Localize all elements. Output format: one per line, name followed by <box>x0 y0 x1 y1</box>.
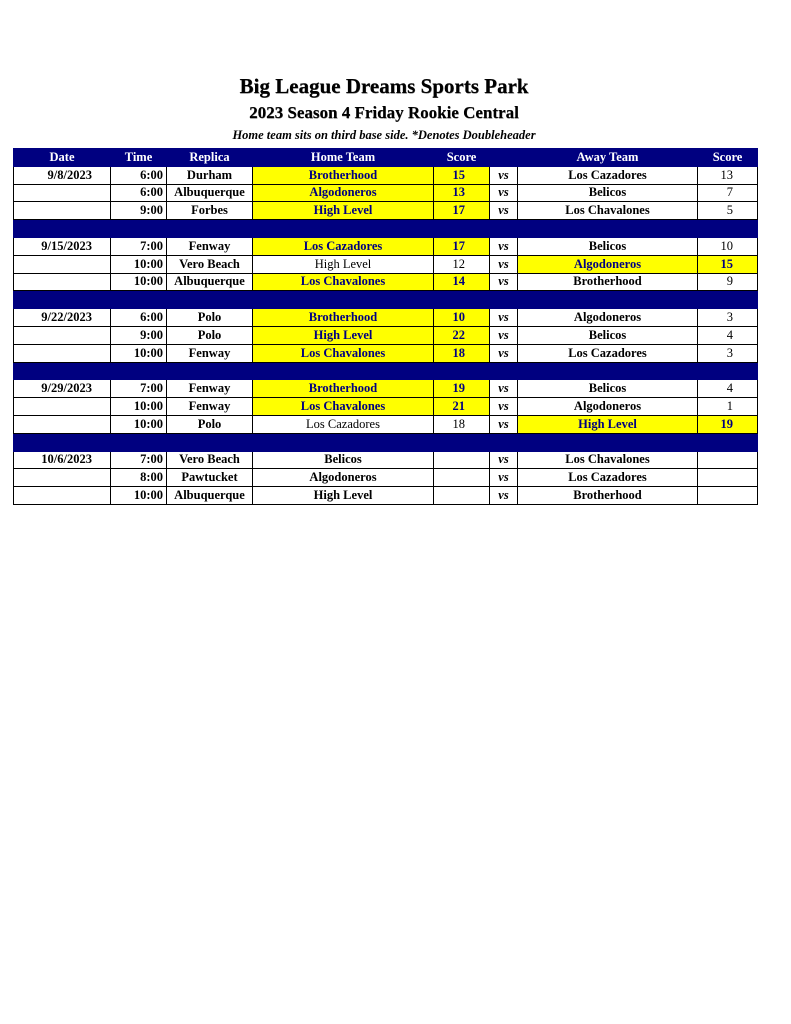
game-date: 9/22/2023 <box>14 309 111 327</box>
game-replica: Durham <box>167 166 253 184</box>
separator-cell <box>518 220 698 238</box>
home-score: 17 <box>434 202 490 220</box>
separator-cell <box>167 433 253 451</box>
vs-label: vs <box>490 451 518 469</box>
away-score <box>698 469 758 487</box>
vs-label: vs <box>490 469 518 487</box>
vs-label: vs <box>490 326 518 344</box>
game-date <box>14 344 111 362</box>
game-replica: Albuquerque <box>167 487 253 505</box>
game-replica: Polo <box>167 309 253 327</box>
vs-label: vs <box>490 398 518 416</box>
table-row <box>14 326 758 344</box>
table-row <box>14 202 758 220</box>
game-replica: Fenway <box>167 237 253 255</box>
vs-label: vs <box>490 415 518 433</box>
table-row <box>14 487 758 505</box>
vs-label: vs <box>490 255 518 273</box>
week-separator <box>14 220 758 238</box>
away-team: Los Cazadores <box>518 344 698 362</box>
separator-cell <box>434 433 490 451</box>
home-team: Los Chavalones <box>253 398 434 416</box>
game-date: 10/6/2023 <box>14 451 111 469</box>
home-score: 13 <box>434 184 490 202</box>
away-team: Los Chavalones <box>518 202 698 220</box>
away-score: 7 <box>698 184 758 202</box>
away-team: Los Chavalones <box>518 451 698 469</box>
home-team: Algodoneros <box>253 184 434 202</box>
game-replica: Fenway <box>167 380 253 398</box>
away-score: 10 <box>698 237 758 255</box>
separator-cell <box>14 220 111 238</box>
game-date <box>14 415 111 433</box>
away-score: 5 <box>698 202 758 220</box>
home-score: 18 <box>434 344 490 362</box>
game-date <box>14 184 111 202</box>
separator-cell <box>698 433 758 451</box>
vs-label: vs <box>490 184 518 202</box>
separator-cell <box>253 220 434 238</box>
game-time: 7:00 <box>111 237 167 255</box>
separator-cell <box>490 220 518 238</box>
game-time: 9:00 <box>111 326 167 344</box>
game-replica: Albuquerque <box>167 184 253 202</box>
separator-cell <box>518 291 698 309</box>
table-row <box>14 415 758 433</box>
away-score: 4 <box>698 326 758 344</box>
game-date <box>14 255 111 273</box>
game-date: 9/8/2023 <box>14 166 111 184</box>
separator-cell <box>518 433 698 451</box>
home-team: Brotherhood <box>253 166 434 184</box>
game-date: 9/29/2023 <box>14 380 111 398</box>
away-team: Brotherhood <box>518 487 698 505</box>
separator-cell <box>490 433 518 451</box>
game-date: 9/15/2023 <box>14 237 111 255</box>
table-row <box>14 398 758 416</box>
game-replica: Albuquerque <box>167 273 253 291</box>
separator-cell <box>434 291 490 309</box>
separator-cell <box>253 433 434 451</box>
game-time: 6:00 <box>111 309 167 327</box>
game-time: 10:00 <box>111 273 167 291</box>
separator-cell <box>434 362 490 380</box>
separator-cell <box>253 362 434 380</box>
schedule-body <box>14 166 758 504</box>
game-time: 10:00 <box>111 398 167 416</box>
col-home-score-header: Score <box>434 149 490 167</box>
away-team: Belicos <box>518 380 698 398</box>
col-vs-header <box>490 149 518 167</box>
table-row <box>14 184 758 202</box>
separator-cell <box>111 362 167 380</box>
table-row <box>14 380 758 398</box>
separator-cell <box>167 220 253 238</box>
game-replica: Fenway <box>167 344 253 362</box>
away-score: 3 <box>698 344 758 362</box>
table-row <box>14 309 758 327</box>
home-team: High Level <box>253 487 434 505</box>
away-score: 15 <box>698 255 758 273</box>
game-time: 7:00 <box>111 451 167 469</box>
home-score: 12 <box>434 255 490 273</box>
week-separator <box>14 291 758 309</box>
col-date-header: Date <box>14 149 111 167</box>
home-score: 19 <box>434 380 490 398</box>
vs-label: vs <box>490 309 518 327</box>
separator-cell <box>698 220 758 238</box>
week-separator <box>14 362 758 380</box>
vs-label: vs <box>490 237 518 255</box>
separator-cell <box>518 362 698 380</box>
game-replica: Vero Beach <box>167 451 253 469</box>
home-score: 22 <box>434 326 490 344</box>
away-team: Algodoneros <box>518 255 698 273</box>
separator-cell <box>111 291 167 309</box>
away-team: Belicos <box>518 237 698 255</box>
away-score: 19 <box>698 415 758 433</box>
home-team: Los Cazadores <box>253 415 434 433</box>
separator-cell <box>14 362 111 380</box>
home-score: 15 <box>434 166 490 184</box>
game-date <box>14 398 111 416</box>
home-team: Brotherhood <box>253 380 434 398</box>
separator-cell <box>167 291 253 309</box>
away-team: Brotherhood <box>518 273 698 291</box>
game-time: 10:00 <box>111 415 167 433</box>
away-team: Algodoneros <box>518 309 698 327</box>
away-team: Los Cazadores <box>518 166 698 184</box>
game-date <box>14 273 111 291</box>
home-team: High Level <box>253 255 434 273</box>
vs-label: vs <box>490 487 518 505</box>
home-score <box>434 487 490 505</box>
home-team: Los Chavalones <box>253 344 434 362</box>
away-team: Los Cazadores <box>518 469 698 487</box>
col-away-team-header: Away Team <box>518 149 698 167</box>
table-row <box>14 451 758 469</box>
home-team: High Level <box>253 202 434 220</box>
game-replica: Fenway <box>167 398 253 416</box>
game-replica: Vero Beach <box>167 255 253 273</box>
table-row <box>14 273 758 291</box>
home-score: 17 <box>434 237 490 255</box>
game-replica: Pawtucket <box>167 469 253 487</box>
away-team: Algodoneros <box>518 398 698 416</box>
separator-cell <box>698 291 758 309</box>
home-team: Brotherhood <box>253 309 434 327</box>
home-team: Los Cazadores <box>253 237 434 255</box>
away-team: Belicos <box>518 326 698 344</box>
away-score: 4 <box>698 380 758 398</box>
game-date <box>14 487 111 505</box>
game-date <box>14 202 111 220</box>
page-title: Big League Dreams Sports Park <box>239 74 529 98</box>
separator-cell <box>490 291 518 309</box>
game-time: 10:00 <box>111 344 167 362</box>
game-time: 10:00 <box>111 487 167 505</box>
game-replica: Polo <box>167 326 253 344</box>
game-time: 6:00 <box>111 166 167 184</box>
away-score <box>698 487 758 505</box>
game-time: 9:00 <box>111 202 167 220</box>
home-team: Belicos <box>253 451 434 469</box>
vs-label: vs <box>490 202 518 220</box>
game-replica: Forbes <box>167 202 253 220</box>
page-subtitle: 2023 Season 4 Friday Rookie Central <box>249 103 519 122</box>
home-score: 21 <box>434 398 490 416</box>
separator-cell <box>111 220 167 238</box>
separator-cell <box>14 433 111 451</box>
separator-cell <box>434 220 490 238</box>
separator-cell <box>490 362 518 380</box>
separator-cell <box>698 362 758 380</box>
away-team: High Level <box>518 415 698 433</box>
home-score: 18 <box>434 415 490 433</box>
game-time: 7:00 <box>111 380 167 398</box>
vs-label: vs <box>490 380 518 398</box>
schedule-note: Home team sits on third base side. *Denotes Doubleheader <box>232 128 536 142</box>
game-date <box>14 469 111 487</box>
vs-label: vs <box>490 166 518 184</box>
game-time: 8:00 <box>111 469 167 487</box>
separator-cell <box>14 291 111 309</box>
col-time-header: Time <box>111 149 167 167</box>
vs-label: vs <box>490 273 518 291</box>
home-team: Algodoneros <box>253 469 434 487</box>
home-team: Los Chavalones <box>253 273 434 291</box>
table-header-row <box>14 149 758 167</box>
game-time: 6:00 <box>111 184 167 202</box>
home-team: High Level <box>253 326 434 344</box>
schedule-table <box>13 148 758 505</box>
col-replica-header: Replica <box>167 149 253 167</box>
separator-cell <box>111 433 167 451</box>
vs-label: vs <box>490 344 518 362</box>
away-score: 1 <box>698 398 758 416</box>
col-away-score-header: Score <box>698 149 758 167</box>
table-row <box>14 237 758 255</box>
week-separator <box>14 433 758 451</box>
table-row <box>14 344 758 362</box>
away-score: 9 <box>698 273 758 291</box>
table-row <box>14 469 758 487</box>
col-home-team-header: Home Team <box>253 149 434 167</box>
away-score: 3 <box>698 309 758 327</box>
away-team: Belicos <box>518 184 698 202</box>
away-score <box>698 451 758 469</box>
separator-cell <box>253 291 434 309</box>
game-time: 10:00 <box>111 255 167 273</box>
game-date <box>14 326 111 344</box>
home-score: 10 <box>434 309 490 327</box>
game-replica: Polo <box>167 415 253 433</box>
table-row <box>14 255 758 273</box>
away-score: 13 <box>698 166 758 184</box>
home-score <box>434 469 490 487</box>
home-score <box>434 451 490 469</box>
table-row <box>14 166 758 184</box>
separator-cell <box>167 362 253 380</box>
home-score: 14 <box>434 273 490 291</box>
